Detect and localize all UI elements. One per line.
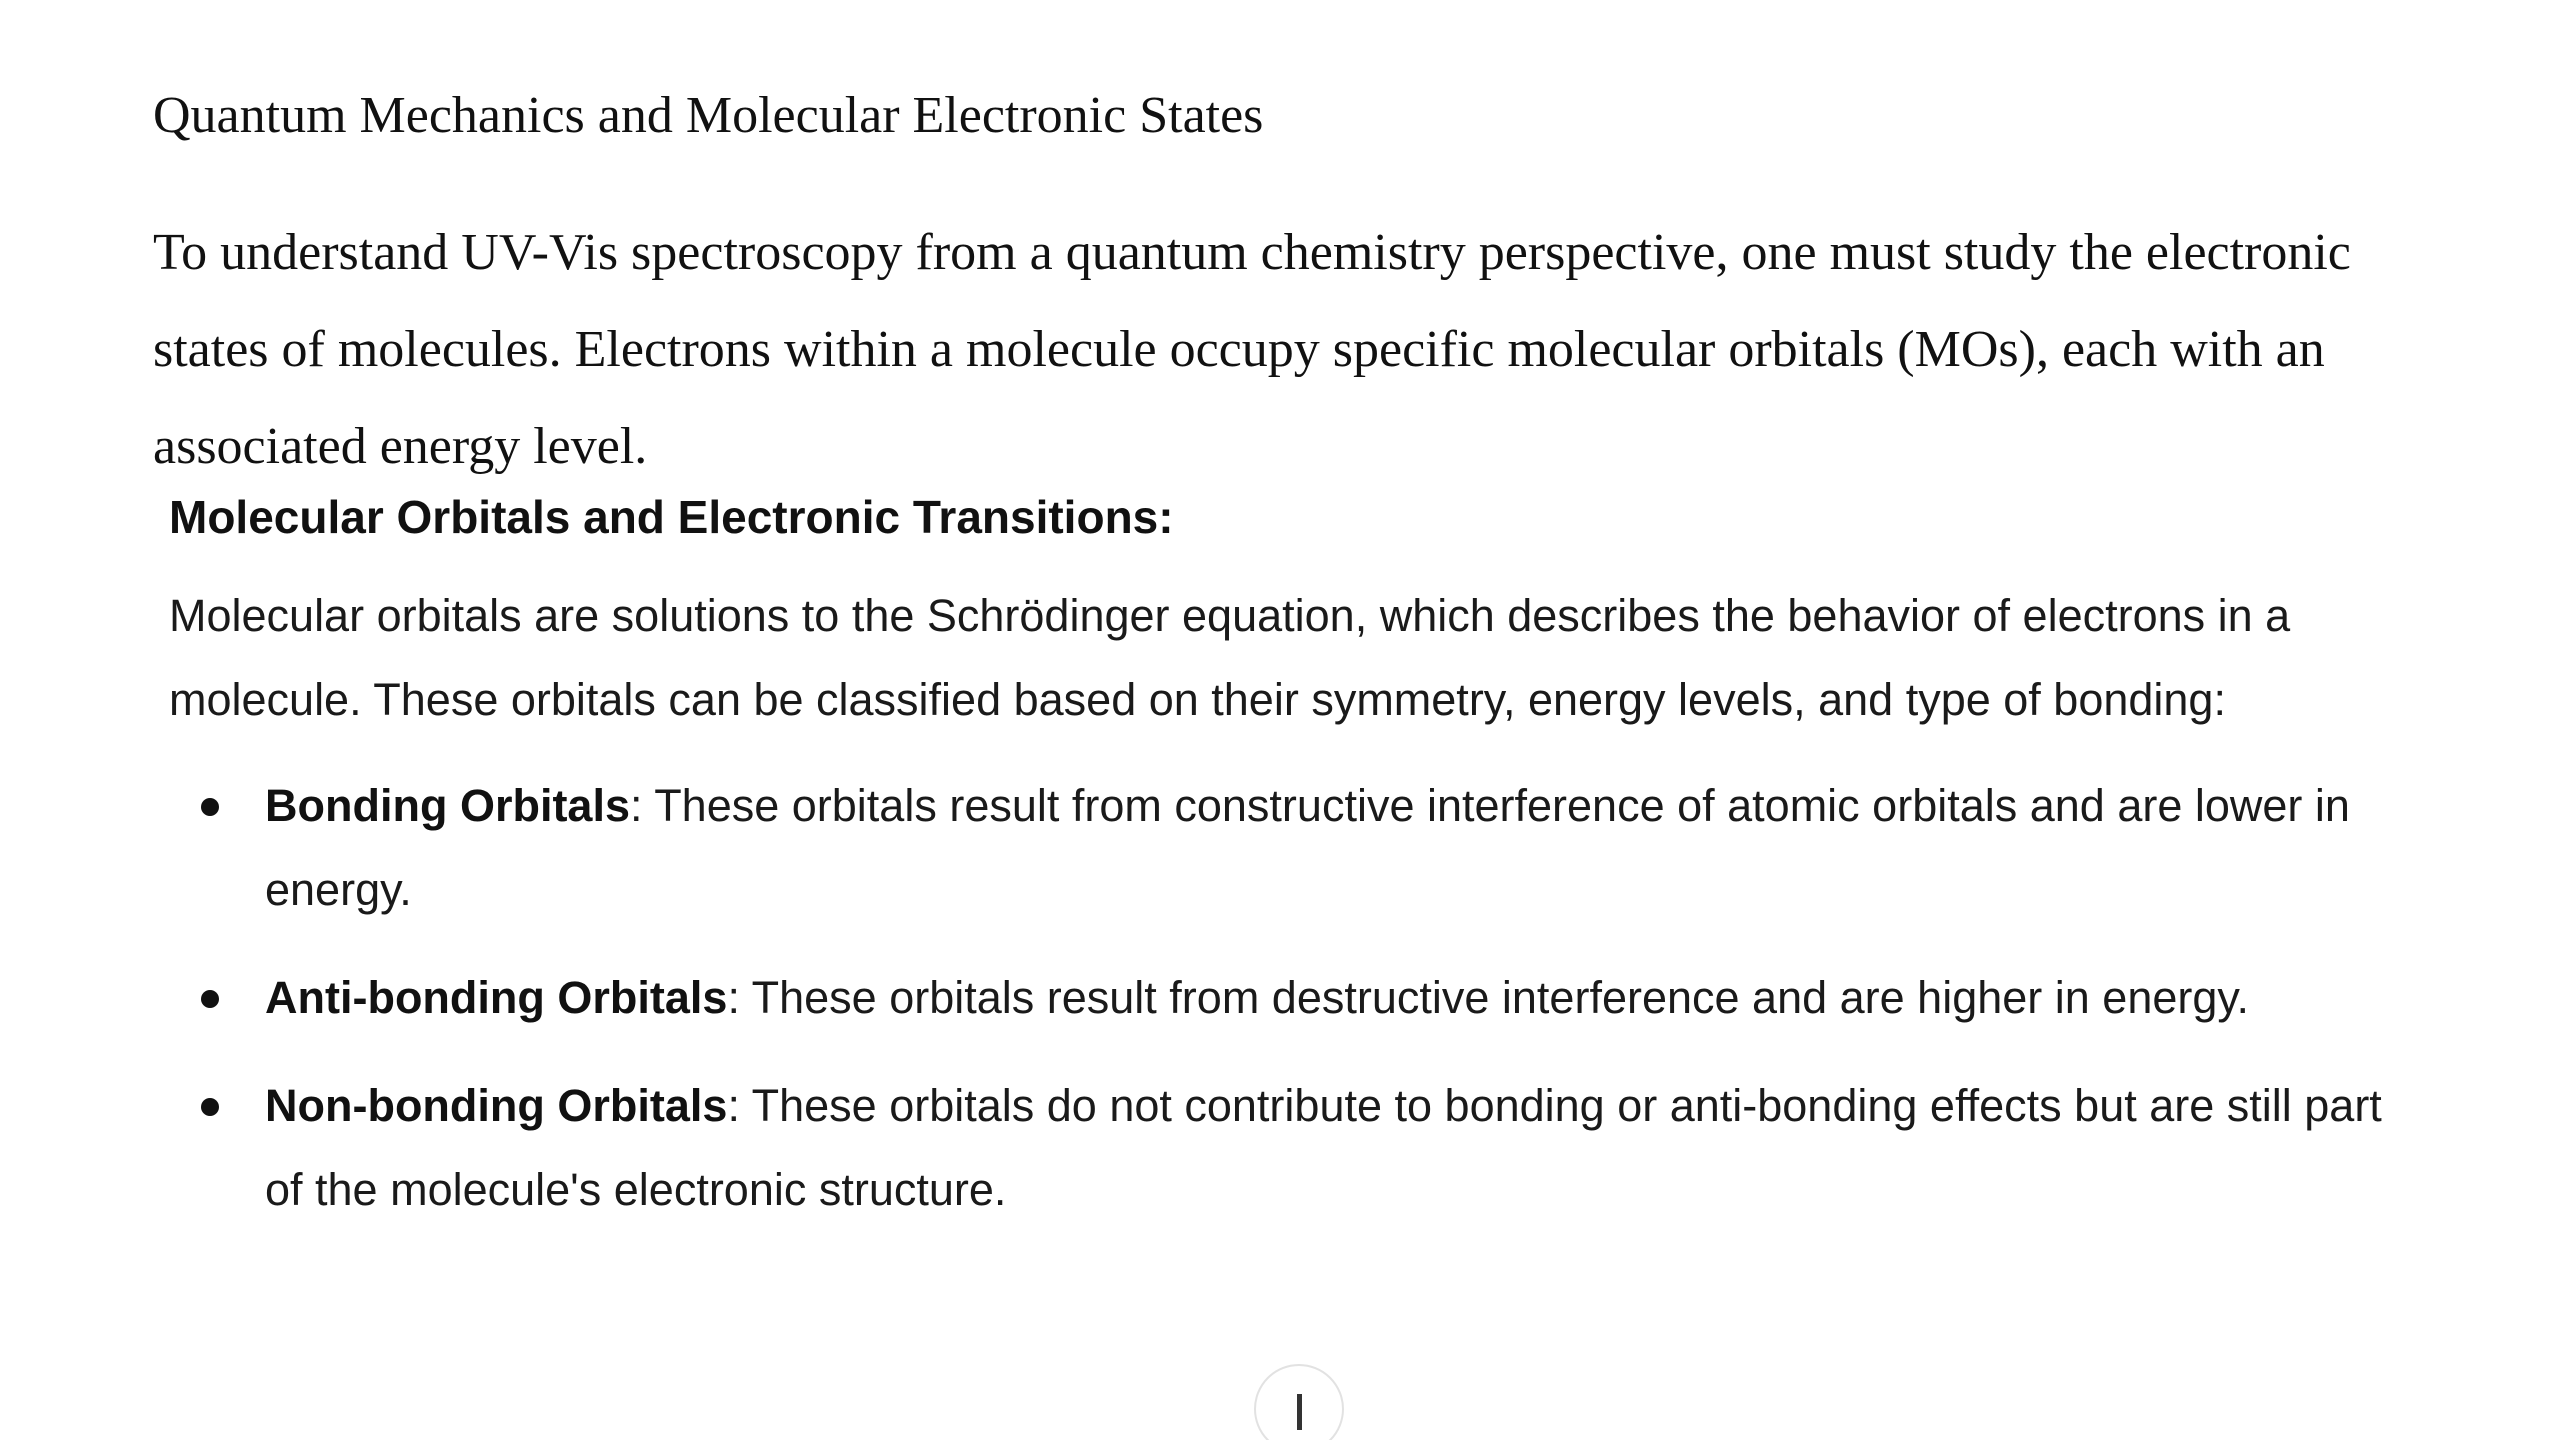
desc-anti-bonding: : These orbitals result from destructive interference and are higher in energy. <box>727 972 2250 1023</box>
orbitals-section <box>169 482 2409 1256</box>
document-title: Quantum Mechanics and Molecular Electronic States <box>153 87 1264 144</box>
bullet-icon <box>201 1098 219 1116</box>
term-non-bonding: Non-bonding Orbitals <box>265 1080 728 1131</box>
section-heading: Molecular Orbitals and Electronic Transitions: <box>169 491 1174 543</box>
section-paragraph: Molecular orbitals are solutions to the Schrödinger equation, which describes the behavior of electrons in a molecule. These orbitals can be classified based on their symmetry, energy levels, and type of bonding: <box>169 590 2291 725</box>
term-bonding: Bonding Orbitals <box>265 780 630 831</box>
list-item-bonding <box>169 764 2409 932</box>
orbital-list <box>169 764 2409 1232</box>
bullet-icon <box>201 990 219 1008</box>
list-item-non-bonding <box>169 1064 2409 1232</box>
list-item-anti-bonding <box>169 956 2409 1040</box>
term-anti-bonding: Anti-bonding Orbitals <box>265 972 728 1023</box>
desc-bonding: : These orbitals result from constructive interference of atomic orbitals and are lower in energy. <box>265 780 2350 915</box>
scroll-down-button[interactable] <box>1254 1364 1344 1440</box>
intro-paragraph: To understand UV-Vis spectroscopy from a quantum chemistry perspective, one must study the electronic states of molecules. Electrons within a molecule occupy specific molecular orbitals (MOs), each with an associated energy level. <box>153 224 2351 475</box>
desc-non-bonding: : These orbitals do not contribute to bonding or anti-bonding effects but are still part of the molecule's electronic structure. <box>265 1080 2382 1215</box>
bullet-icon <box>201 798 219 816</box>
arrow-down-icon <box>1297 1394 1302 1430</box>
